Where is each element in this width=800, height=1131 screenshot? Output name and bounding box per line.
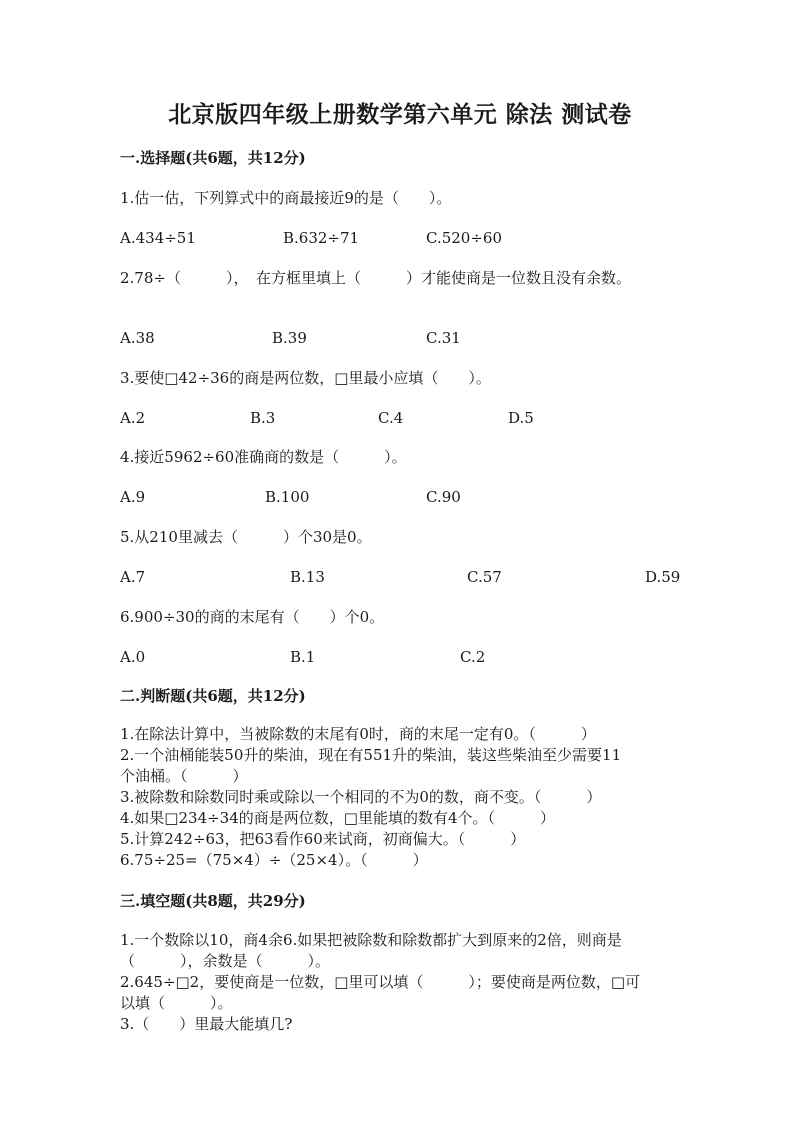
option-c: C.90 [426,488,461,506]
option-b: B.100 [265,488,310,506]
section-heading-judgment: 二.判断题(共6题，共12分) [120,687,306,705]
judgment-line: 2.一个油桶能装50升的柴油，现在有551升的柴油，装这些柴油至少需要11 [120,746,622,764]
fill-in-line: 3.（ ）里最大能填几? [120,1015,293,1033]
judgment-line: 6.75÷25=（75×4）÷（25×4）。（ ） [120,851,428,869]
question-4: 4.接近5962÷60准确商的数是（ ）。 [120,448,407,466]
option-c: C.57 [467,568,502,586]
judgment-line: 3.被除数和除数同时乘或除以一个相同的不为0的数，商不变。（ ） [120,788,602,806]
option-a: A.2 [120,409,146,427]
fill-in-line: （ ），余数是（ ）。 [120,952,331,970]
question-1: 1.估一估，下列算式中的商最接近9的是（ ）。 [120,189,452,207]
judgment-line: 个油桶。（ ） [120,767,248,785]
question-5: 5.从210里减去（ ）个30是0。 [120,528,372,546]
option-b: B.632÷71 [283,229,360,247]
question-2: 2.78÷（ ）， 在方框里填上（ ）才能使商是一位数且没有余数。 [120,269,631,287]
option-c: C.2 [460,648,486,666]
fill-in-line: 1.一个数除以10，商4余6.如果把被除数和除数都扩大到原来的2倍，则商是 [120,931,622,949]
question-3: 3.要使□42÷36的商是两位数，□里最小应填（ ）。 [120,369,491,387]
option-a: A.9 [120,488,146,506]
option-a: A.7 [120,568,146,586]
section-heading-choice: 一.选择题(共6题，共12分) [120,149,306,167]
option-c: C.31 [426,329,461,347]
option-b: B.39 [272,329,307,347]
fill-in-line: 以填（ ）。 [120,994,233,1012]
judgment-line: 4.如果□234÷34的商是两位数，□里能填的数有4个。（ ） [120,809,555,827]
option-a: A.434÷51 [120,229,196,247]
fill-in-line: 2.645÷□2，要使商是一位数，□里可以填（ ）；要使商是两位数，□可 [120,973,641,991]
section-heading-fill-in: 三.填空题(共8题，共29分) [120,892,306,910]
page-title: 北京版四年级上册数学第六单元 除法 测试卷 [168,101,632,128]
option-d: D.59 [645,568,681,586]
option-c: C.520÷60 [426,229,502,247]
option-b: B.1 [290,648,316,666]
option-b: B.13 [290,568,325,586]
option-d: D.5 [508,409,534,427]
option-c: C.4 [378,409,404,427]
question-6: 6.900÷30的商的末尾有（ ）个0。 [120,608,385,626]
option-a: A.38 [120,329,155,347]
option-b: B.3 [250,409,276,427]
judgment-line: 1.在除法计算中，当被除数的末尾有0时，商的末尾一定有0。（ ） [120,725,596,743]
judgment-line: 5.计算242÷63，把63看作60来试商，初商偏大。（ ） [120,830,526,848]
option-a: A.0 [120,648,146,666]
